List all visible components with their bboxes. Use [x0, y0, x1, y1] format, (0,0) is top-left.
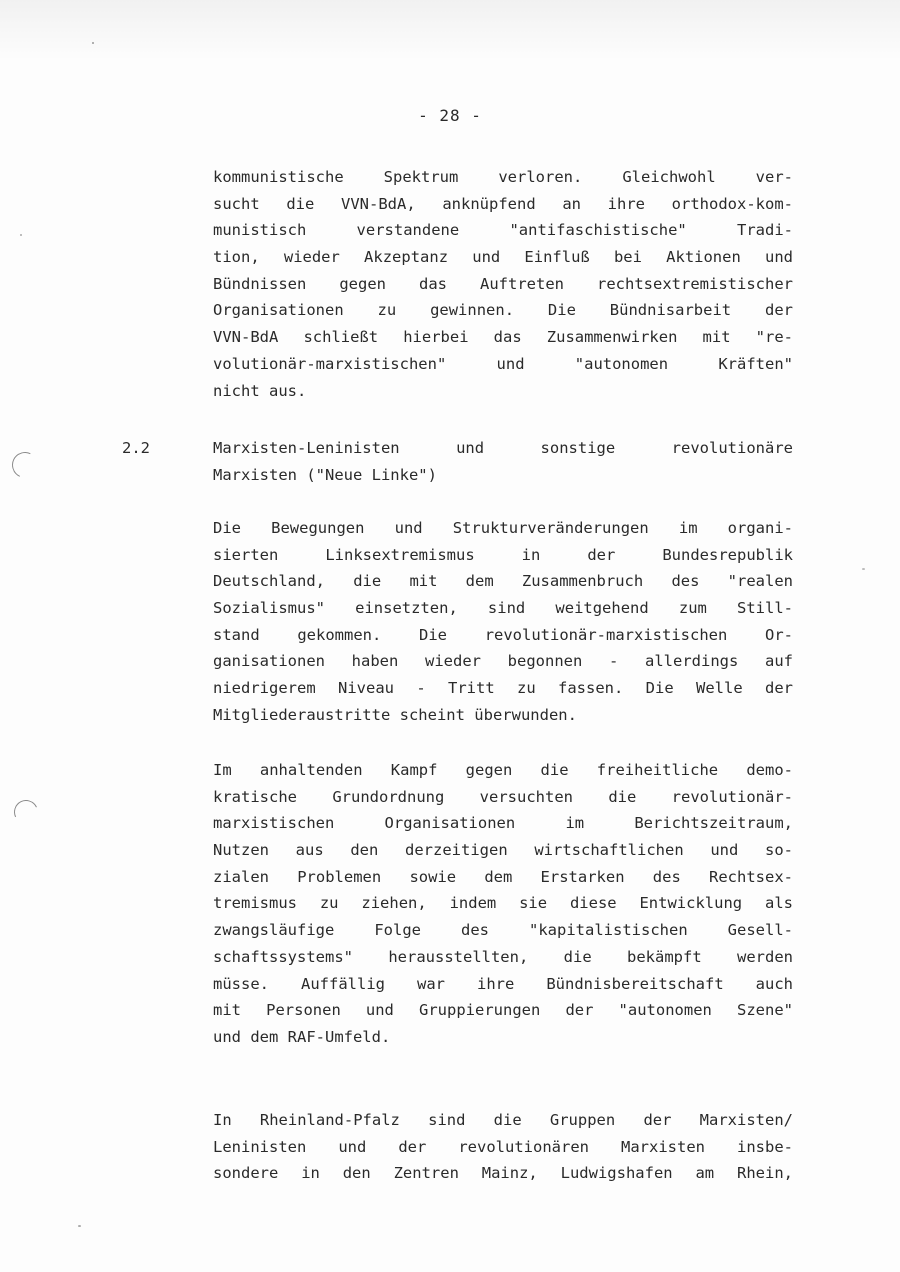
text-line: Bündnissen gegen das Auftreten rechtsextremistischer — [213, 274, 793, 293]
heading-line: Marxisten ("Neue Linke") — [213, 465, 437, 484]
paragraph-1 — [213, 164, 793, 404]
text-line: marxistischen Organisationen im Berichtszeitraum, — [213, 814, 793, 833]
text-line: schaftssystems" herausstellten, die bekämpft werden — [213, 947, 793, 966]
section-number: 2.2 — [122, 439, 150, 457]
heading-line: Marxisten-Leninisten und sonstige revolutionäre — [213, 439, 793, 457]
text-line: nicht aus. — [213, 381, 307, 400]
section-heading — [213, 435, 793, 488]
paragraph-2 — [213, 515, 793, 729]
text-line: sierten Linksextremismus in der Bundesrepublik — [213, 545, 793, 564]
text-line: VVN-BdA schließt hierbei das Zusammenwirken mit "re- — [213, 328, 793, 347]
text-line: Im anhaltenden Kampf gegen die freiheitliche demo- — [213, 761, 793, 779]
text-line: Mitgliederaustritte scheint überwunden. — [213, 705, 577, 724]
text-line: sondere in den Zentren Mainz, Ludwigshafen am Rhein, — [213, 1164, 793, 1183]
text-line: und dem RAF-Umfeld. — [213, 1027, 391, 1046]
scan-shadow — [0, 0, 900, 60]
text-line: tion, wieder Akzeptanz und Einfluß bei Aktionen und — [213, 248, 793, 267]
paragraph-3 — [213, 757, 793, 1051]
punch-hole-mark-top — [8, 448, 41, 481]
text-line: munistisch verstandene "antifaschistische" Tradi- — [213, 221, 793, 240]
scan-speck — [92, 42, 94, 44]
scan-speck — [20, 234, 22, 236]
text-line: ganisationen haben wieder begonnen - allerdings auf — [213, 652, 793, 671]
text-line: sucht die VVN-BdA, anknüpfend an ihre orthodox-kom- — [213, 194, 793, 213]
text-line: zialen Problemen sowie dem Erstarken des Rechtsex- — [213, 867, 793, 886]
paragraph-4 — [213, 1107, 793, 1187]
text-line: tremismus zu ziehen, indem sie diese Entwicklung als — [213, 894, 793, 913]
text-line: mit Personen und Gruppierungen der "autonomen Szene" — [213, 1001, 793, 1020]
text-line: Leninisten und der revolutionären Marxisten insbe- — [213, 1137, 793, 1156]
text-line: Die Bewegungen und Strukturveränderungen im organi- — [213, 519, 793, 537]
scan-speck — [862, 568, 865, 570]
text-line: volutionär-marxistischen" und "autonomen Kräften" — [213, 354, 793, 373]
text-line: Sozialismus" einsetzten, sind weitgehend zum Still- — [213, 599, 793, 618]
text-line: kommunistische Spektrum verloren. Gleichwohl ver- — [213, 168, 793, 186]
punch-hole-mark-bottom — [11, 797, 42, 828]
text-line: müsse. Auffällig war ihre Bündnisbereitschaft auch — [213, 974, 793, 993]
text-line: In Rheinland-Pfalz sind die Gruppen der Marxisten/ — [213, 1111, 793, 1129]
page-number: - 28 - — [418, 106, 482, 125]
text-line: kratische Grundordnung versuchten die revolutionär- — [213, 787, 793, 806]
text-line: stand gekommen. Die revolutionär-marxistischen Or- — [213, 625, 793, 644]
text-line: Organisationen zu gewinnen. Die Bündnisarbeit der — [213, 301, 793, 320]
text-line: niedrigerem Niveau - Tritt zu fassen. Die Welle der — [213, 679, 793, 698]
text-line: zwangsläufige Folge des "kapitalistischen Gesell- — [213, 921, 793, 940]
text-line: Nutzen aus den derzeitigen wirtschaftlichen und so- — [213, 841, 793, 860]
scan-speck — [78, 1225, 81, 1227]
text-line: Deutschland, die mit dem Zusammenbruch des "realen — [213, 572, 793, 591]
